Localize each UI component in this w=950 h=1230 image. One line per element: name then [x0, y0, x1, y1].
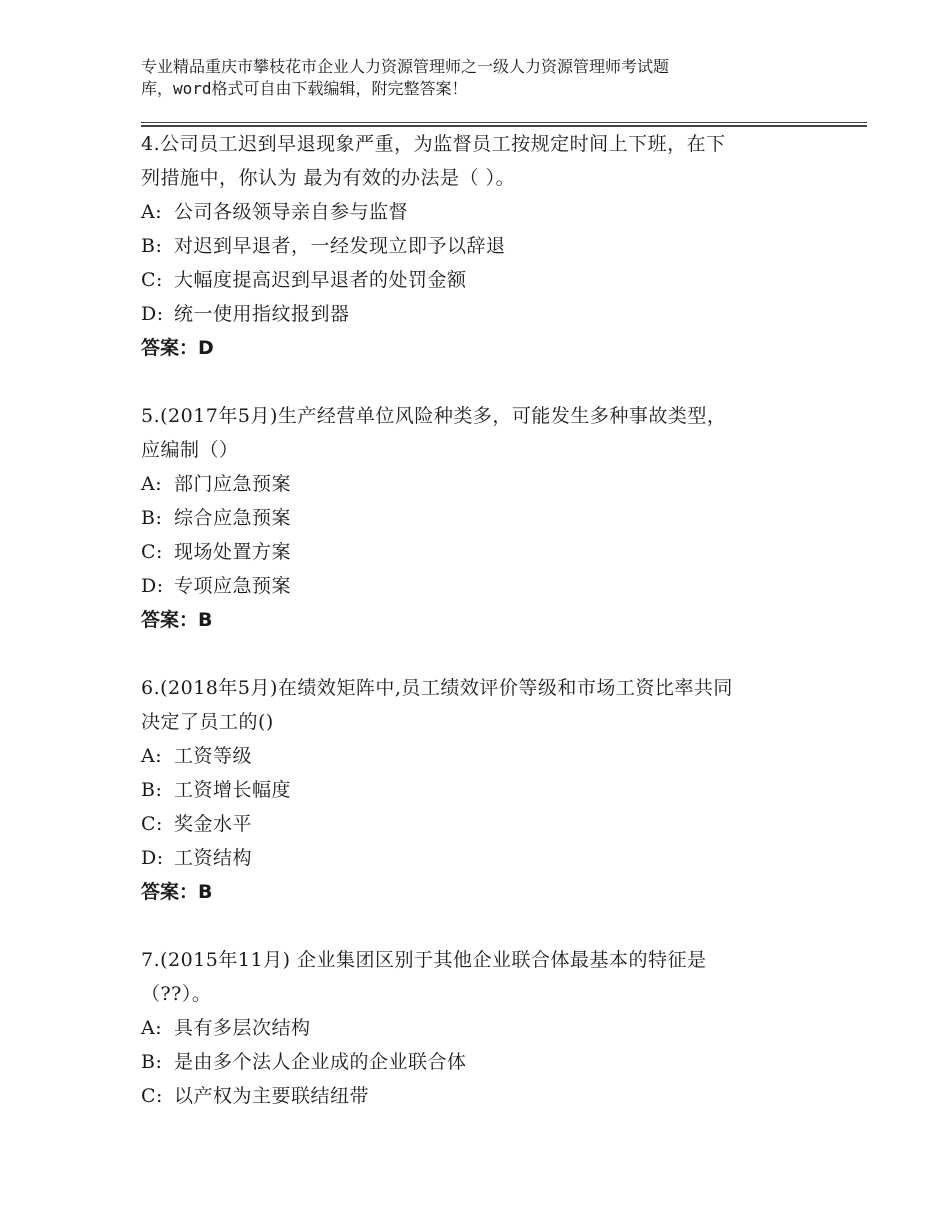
option-b: B: 工资增长幅度 [141, 779, 292, 801]
header-line-1: 专业精品重庆市攀枝花市企业人力资源管理师之一级人力资源管理师考试题 [141, 57, 670, 76]
question-6 [141, 671, 841, 909]
option-d: D: 工资结构 [141, 847, 253, 869]
option-b: B: 是由多个法人企业成的企业联合体 [141, 1051, 467, 1073]
option-a: A: 公司各级领导亲自参与监督 [141, 201, 409, 223]
document-header [141, 56, 801, 100]
option-d: D: 统一使用指纹报到器 [141, 303, 350, 325]
question-text: 7.(2015年11月) 企业集团区别于其他企业联合体最基本的特征是 （??）。 [141, 949, 707, 1005]
question-5 [141, 399, 841, 637]
option-a: A: 工资等级 [141, 745, 253, 767]
question-text: 4.公司员工迟到早退现象严重，为监督员工按规定时间上下班，在下 列措施中，你认为 最为有效的办法是（ ）。 [141, 133, 726, 189]
option-a: A: 具有多层次结构 [141, 1017, 311, 1039]
option-a: A: 部门应急预案 [141, 473, 292, 495]
option-b: B: 对迟到早退者，一经发现立即予以辞退 [141, 235, 506, 257]
option-c: C: 大幅度提高迟到早退者的处罚金额 [141, 269, 467, 291]
option-c: C: 奖金水平 [141, 813, 253, 835]
option-c: C: 现场处置方案 [141, 541, 292, 563]
option-b: B: 综合应急预案 [141, 507, 292, 529]
question-text: 6.(2018年5月)在绩效矩阵中,员工绩效评价等级和市场工资比率共同 决定了员工的() [141, 677, 733, 733]
option-d: D: 专项应急预案 [141, 575, 292, 597]
question-4 [141, 127, 841, 365]
question-list [141, 127, 841, 1147]
question-7 [141, 943, 841, 1113]
answer-label: 答案：B [141, 881, 213, 903]
header-line-2: 库，word格式可自由下载编辑，附完整答案！ [141, 79, 468, 98]
answer-label: 答案：B [141, 609, 213, 631]
option-c: C: 以产权为主要联结纽带 [141, 1085, 370, 1107]
answer-label: 答案：D [141, 337, 214, 359]
question-text: 5.(2017年5月)生产经营单位风险种类多，可能发生多种事故类型， 应编制（） [141, 405, 727, 461]
